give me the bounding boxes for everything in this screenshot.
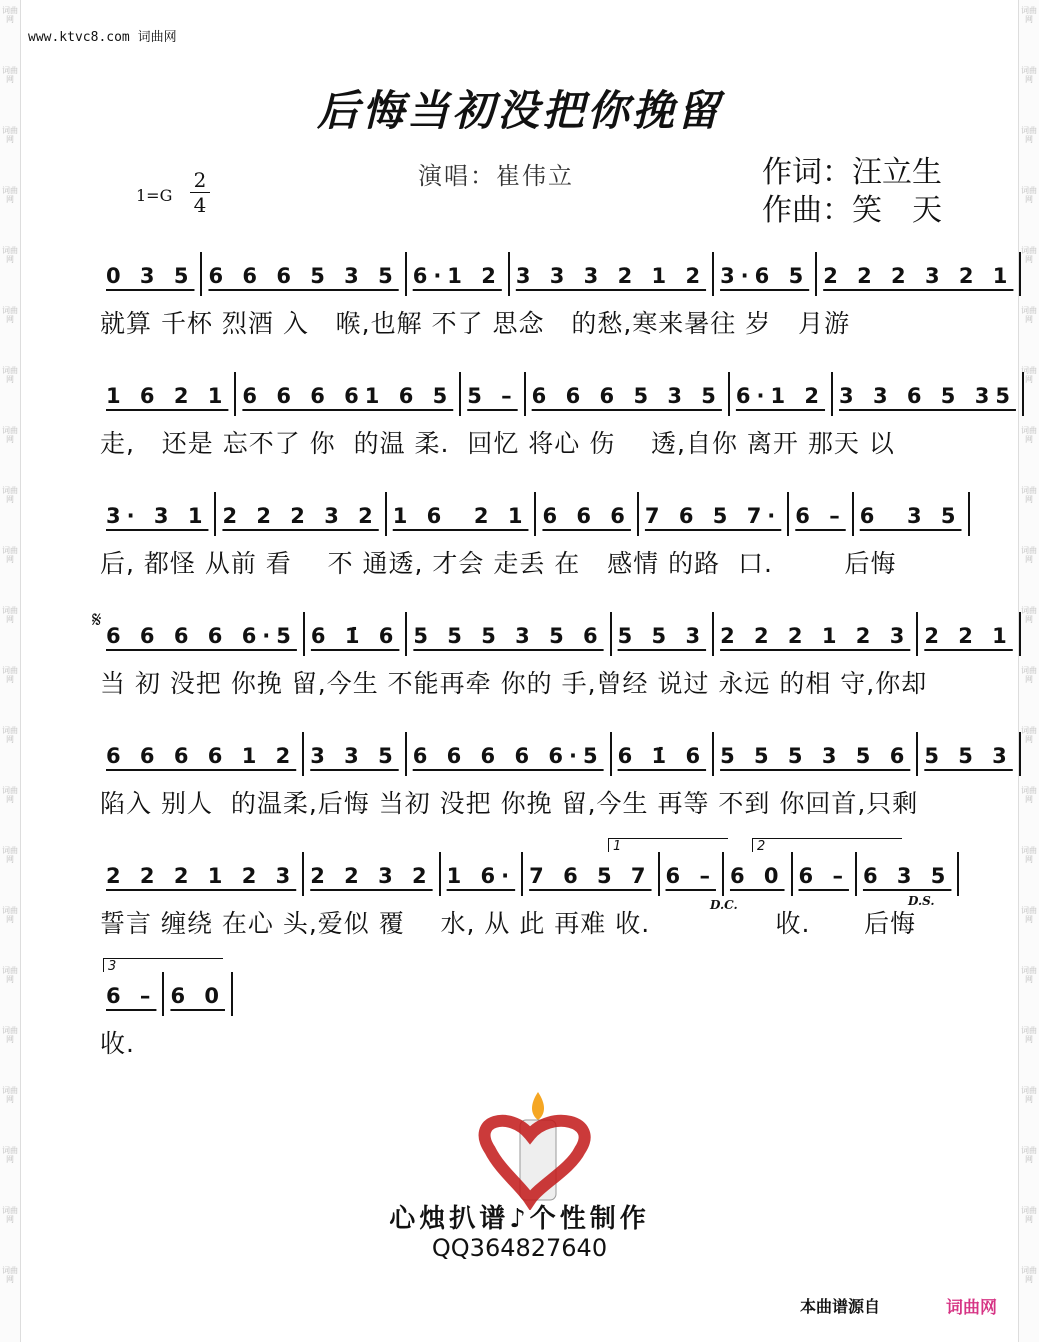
qq-number: QQ364827640 [431,1234,608,1262]
watermark-text: 词曲网 [2,846,18,864]
measure-notes: 6 – [795,504,846,528]
measure [387,492,537,536]
measure [857,852,959,896]
watermark-text: 词曲网 [1021,666,1037,684]
time-signature-bottom: 4 [193,193,207,217]
measure [407,732,612,776]
measure-notes: 2 2 2 3 2 1 [823,264,1014,288]
watermark-text: 词曲网 [1021,1026,1037,1044]
segno-sign: 𝄋 [92,608,102,633]
measure [789,492,853,536]
measure [724,852,793,896]
measure-notes: 6 6 6 61 6 5 [242,384,454,408]
lyricist-credit: 作词：汪立生 [762,155,942,190]
measure [854,492,970,536]
watermark-text: 词曲网 [2,966,18,984]
watermark-text: 词曲网 [2,906,18,924]
watermark-text: 词曲网 [2,426,18,444]
lyrics-line: 收. [100,1029,135,1058]
lyrics-line: 就算 千杯 烈酒 入 喉,也解 不了 思念 的愁,寒来暑往 岁 月游 [100,309,851,338]
lyrics-line: 誓言 缠绕 在心 头,爱似 覆 水, 从 此 再难 收. 收. 后悔 [100,909,917,938]
measure-notes: 3 3 6 5 35 [839,384,1016,408]
measure-notes: 2 2 3 2 [310,864,433,888]
lyrics-line: 陷入 别人 的温柔,后悔 当初 没把 你挽 留,今生 再等 不到 你回首,只剩 [100,789,919,818]
watermark-text: 词曲网 [2,186,18,204]
measure-notes: 5 5 5 3 5 6 [720,744,911,768]
measure [817,252,1021,296]
measure-notes: 1 6· [446,864,516,888]
measure [100,612,305,656]
singer-credit: 演唱：崔伟立 [418,162,574,190]
measure-notes: 0 3 5 [106,264,195,288]
watermark-text: 词曲网 [1021,186,1037,204]
measure [304,732,406,776]
score-system [100,732,1013,820]
lyrics-line: 当 初 没把 你挽 留,今生 不能再牵 你的 手,曾经 说过 永远 的相 守,你却 [100,669,928,698]
watermark-text: 词曲网 [2,246,18,264]
measure-notes: 6·1 2 [412,264,502,288]
measure-notes: 3· 3 1 [106,504,209,528]
watermark-text: 词曲网 [1021,966,1037,984]
watermark-text: 词曲网 [1021,546,1037,564]
watermark-text: 词曲网 [2,1146,18,1164]
notes-row [100,252,1014,296]
measure-notes: 7 6 5 7· [644,504,782,528]
watermark-text: 词曲网 [1021,306,1037,324]
measure-notes: 6 6 6 6 6·5 [106,624,297,648]
watermark-text: 词曲网 [1021,846,1037,864]
measure-notes: 3 3 5 [310,744,399,768]
measure-notes: 6 1̇ 6 [310,624,400,648]
measure-notes: 1 6 2 1 [392,504,529,528]
watermark-text: 词曲网 [2,1026,18,1044]
watermark-text: 词曲网 [2,366,18,384]
measure [441,852,524,896]
measure [100,252,202,296]
measure-notes: 3·6 5 [720,264,810,288]
measure [714,612,918,656]
notes-row [100,492,962,536]
measure-notes: 5 5 5 3 5 6 [413,624,604,648]
measure [612,732,714,776]
measure-notes: 5 5 3 [617,624,707,648]
watermark-text: 词曲网 [2,786,18,804]
site-url[interactable]: www.ktvc8.com 词曲网 [28,30,177,45]
measure-notes: 5 – [467,384,518,408]
measure-notes: 6 6 6 5 3 5 [208,264,399,288]
measure-notes: 2 2 2 3 2 [222,504,379,528]
credits [762,154,942,230]
lyrics-line: 走, 还是 忘不了 你 的温 柔. 回忆 将心 伤 透,自你 离开 那天 以 [100,429,895,458]
watermark-text: 词曲网 [2,546,18,564]
notes-row [100,372,1016,416]
measure [100,972,164,1016]
measure-notes: 2 2 1 [924,624,1013,648]
watermark-text: 词曲网 [1021,246,1037,264]
watermark-text: 词曲网 [2,726,18,744]
watermark-text: 词曲网 [1021,786,1037,804]
watermark-text: 词曲网 [1021,1146,1037,1164]
measure-notes: 6 – [106,984,157,1008]
song-title: 后悔当初没把你挽留 [316,86,722,135]
measure [793,852,857,896]
measure [714,732,918,776]
watermark-text: 词曲网 [1021,1206,1037,1224]
watermark-text: 词曲网 [1021,906,1037,924]
measure [833,372,1024,416]
score-system [100,492,962,580]
time-signature [190,168,210,217]
watermark-text: 词曲网 [2,306,18,324]
measure [660,852,724,896]
measure-notes: 6 6 6 5 3 5 [531,384,722,408]
watermark-text: 词曲网 [2,486,18,504]
candle-heart-logo [460,1090,620,1210]
measure [730,372,833,416]
score-system [100,372,1016,460]
notes-row [100,732,1013,776]
ds-marker: D.S. [908,894,935,908]
watermark-text: 词曲网 [2,666,18,684]
composer-credit: 作曲：笑 天 [762,193,942,228]
measure [918,732,1020,776]
measure [305,612,407,656]
volta-1: 1 [608,838,728,852]
score-system [100,252,1014,340]
measure-notes: 6 – [798,864,849,888]
measure-notes: 6 6 6 [542,504,631,528]
watermark-text: 词曲网 [2,6,18,24]
source-label: 本曲谱源自 [800,1297,881,1316]
transcriber-signature: 心烛扒谱♪个性制作 [389,1204,650,1234]
measure-notes: 2 2 2 1 2 3 [106,864,297,888]
measure [461,372,525,416]
score-system [100,972,930,1060]
volta-2: 2 [752,838,902,852]
watermark-text: 词曲网 [2,126,18,144]
watermark-text: 词曲网 [1021,126,1037,144]
notes-row [100,612,1013,656]
watermark-text: 词曲网 [2,66,18,84]
watermark-text: 词曲网 [1021,486,1037,504]
measure [639,492,789,536]
measure [510,252,714,296]
measure-notes: 6·1 2 [735,384,826,408]
measure [236,372,461,416]
watermark-text: 词曲网 [1021,366,1037,384]
score-system [100,612,1013,700]
measure [100,372,236,416]
watermark-text: 词曲网 [2,1086,18,1104]
measure [164,972,233,1016]
watermark-text: 词曲网 [1021,6,1037,24]
volta-3: 3 [103,958,223,972]
key-signature: 1=G [136,186,173,205]
measure [100,852,304,896]
measure-notes: 5 5 3 [924,744,1013,768]
measure [407,252,510,296]
measure-notes: 6 6 6 6 1 2 [106,744,297,768]
measure [202,252,406,296]
measure-notes: 6 0 [170,984,225,1008]
measure [714,252,817,296]
measure-notes: 6 – [665,864,716,888]
watermark-text: 词曲网 [1021,66,1037,84]
measure [216,492,386,536]
source-brand-link[interactable]: 词曲网 [946,1298,997,1318]
measure [918,612,1020,656]
watermark-text: 词曲网 [2,1266,18,1284]
measure [612,612,714,656]
watermark-text: 词曲网 [2,606,18,624]
measure-notes: 6 1̇ 6 [617,744,707,768]
measure [100,732,304,776]
notes-row [100,972,930,1016]
measure-notes: 6 0 [729,864,785,888]
measure-notes: 2 2 2 1 2 3 [720,624,911,648]
measure-notes: 6 3 5 [859,504,962,528]
watermark-text: 词曲网 [1021,1086,1037,1104]
watermark-text: 词曲网 [1021,426,1037,444]
measure [536,492,638,536]
lyrics-line: 后, 都怪 从前 看 不 通透, 才会 走丢 在 感情 的路 口. 后悔 [100,549,897,578]
measure-notes: 7 6 5 7 [529,864,652,888]
measure [304,852,440,896]
watermark-text: 词曲网 [1021,1266,1037,1284]
measure [100,492,216,536]
dc-marker: D.C. [710,898,738,912]
score-system [100,852,952,940]
notes-row [100,852,952,896]
watermark-text: 词曲网 [2,1206,18,1224]
measure [523,852,659,896]
watermark-text: 词曲网 [1021,606,1037,624]
watermark-text: 词曲网 [1021,726,1037,744]
measure [526,372,730,416]
measure-notes: 6 6 6 6 6·5 [412,744,604,768]
measure-notes: 3 3 3 2 1 2 [515,264,707,288]
measure-notes: 1 6 2 1 [106,384,229,408]
measure-notes: 6 3 5 [862,864,952,888]
time-signature-top: 2 [190,168,210,193]
measure [407,612,611,656]
